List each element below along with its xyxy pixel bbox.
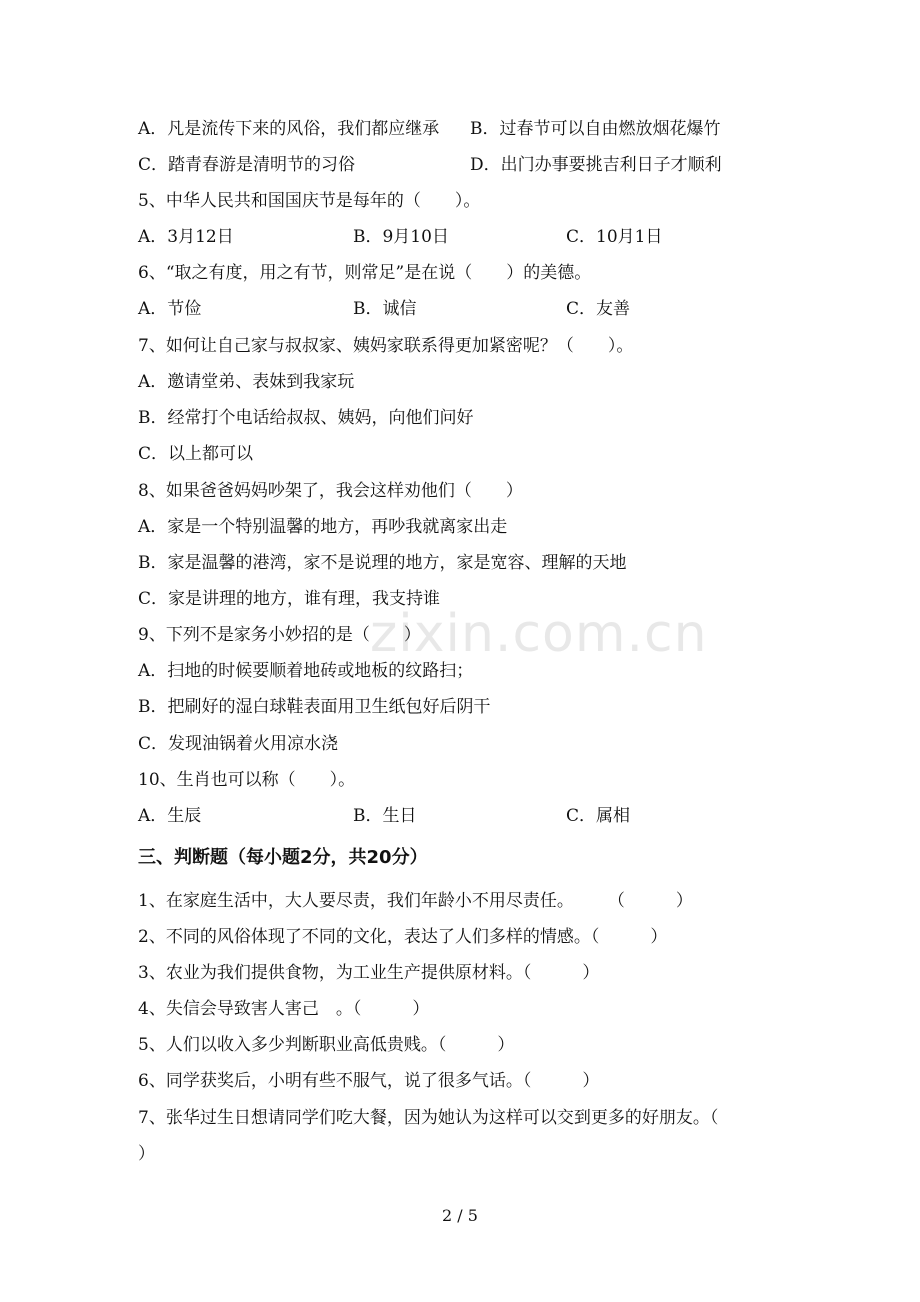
page-number: 2 / 5 bbox=[442, 1206, 478, 1225]
q7-option-c: C．以上都可以 bbox=[138, 444, 254, 464]
q8-option-b: B．家是温馨的港湾，家不是说理的地方，家是宽容、理解的天地 bbox=[138, 553, 627, 573]
q4-options-row1 bbox=[138, 118, 721, 140]
q7-option-b: B．经常打个电话给叔叔、姨妈，向他们问好 bbox=[138, 408, 474, 428]
q6-stem: 6、“取之有度，用之有节，则常足”是在说（ ）的美德。 bbox=[138, 263, 592, 283]
judgment-item-2: 2、不同的风俗体现了不同的文化，表达了人们多样的情感。（ ） bbox=[138, 927, 668, 947]
q5-options bbox=[138, 226, 663, 248]
judgment-item-7-continuation: ） bbox=[138, 1144, 155, 1164]
q4-option-d: D．出门办事要挑吉利日子才顺利 bbox=[470, 155, 722, 175]
q8-option-a: A．家是一个特别温馨的地方，再吵我就离家出走 bbox=[138, 517, 508, 537]
q4-option-b: B．过春节可以自由燃放烟花爆竹 bbox=[470, 119, 721, 139]
q4-option-c: C．踏青春游是清明节的习俗 bbox=[138, 155, 356, 175]
q6-options bbox=[138, 298, 631, 320]
watermark: zixin.com.cn bbox=[370, 604, 708, 664]
q7-option-a: A．邀请堂弟、表妹到我家玩 bbox=[138, 372, 355, 392]
q7-stem: 7、如何让自己家与叔叔家、姨妈家联系得更加紧密呢？（ ）。 bbox=[138, 336, 634, 356]
q6-option-a: A．节俭 bbox=[138, 299, 202, 319]
judgment-item-7: 7、张华过生日想请同学们吃大餐，因为她认为这样可以交到更多的好朋友。（ bbox=[138, 1108, 719, 1128]
q6-option-b: B．诚信 bbox=[353, 299, 417, 319]
q10-stem: 10、生肖也可以称（ ）。 bbox=[138, 770, 356, 790]
q6-option-c: C．友善 bbox=[566, 299, 631, 319]
q10-options bbox=[138, 805, 631, 827]
q5-option-c: C．10月1日 bbox=[566, 227, 663, 247]
judgment-item-6: 6、同学获奖后，小明有些不服气，说了很多气话。（ ） bbox=[138, 1071, 600, 1091]
q9-stem: 9、下列不是家务小妙招的是（ ） bbox=[138, 625, 421, 645]
judgment-item-3: 3、农业为我们提供食物，为工业生产提供原材料。（ ） bbox=[138, 963, 600, 983]
q4-options-row2 bbox=[138, 154, 722, 176]
q10-option-b: B．生日 bbox=[353, 806, 417, 826]
q8-option-c: C．家是讲理的地方，谁有理，我支持谁 bbox=[138, 589, 441, 609]
q8-stem: 8、如果爸爸妈妈吵架了，我会这样劝他们（ ） bbox=[138, 481, 523, 501]
judgment-item-4: 4、失信会导致害人害己 。（ ） bbox=[138, 999, 430, 1019]
q5-option-b: B．9月10日 bbox=[353, 227, 449, 247]
judgment-item-5: 5、人们以收入多少判断职业高低贵贱。（ ） bbox=[138, 1035, 515, 1055]
q5-stem: 5、中华人民共和国国庆节是每年的（ ）。 bbox=[138, 191, 481, 211]
section3-heading: 三、判断题（每小题2分，共20分） bbox=[138, 847, 428, 868]
q5-option-a: A．3月12日 bbox=[138, 227, 234, 247]
q9-option-c: C．发现油锅着火用凉水浇 bbox=[138, 734, 339, 754]
q9-option-a: A．扫地的时候要顺着地砖或地板的纹路扫； bbox=[138, 661, 474, 681]
q10-option-c: C．属相 bbox=[566, 806, 631, 826]
q4-option-a: A．凡是流传下来的风俗，我们都应继承 bbox=[138, 119, 440, 139]
q9-option-b: B．把刷好的湿白球鞋表面用卫生纸包好后阴干 bbox=[138, 697, 491, 717]
judgment-item-1: 1、在家庭生活中，大人要尽责，我们年龄小不用尽责任。 （ ） bbox=[138, 891, 693, 911]
q10-option-a: A．生辰 bbox=[138, 806, 202, 826]
